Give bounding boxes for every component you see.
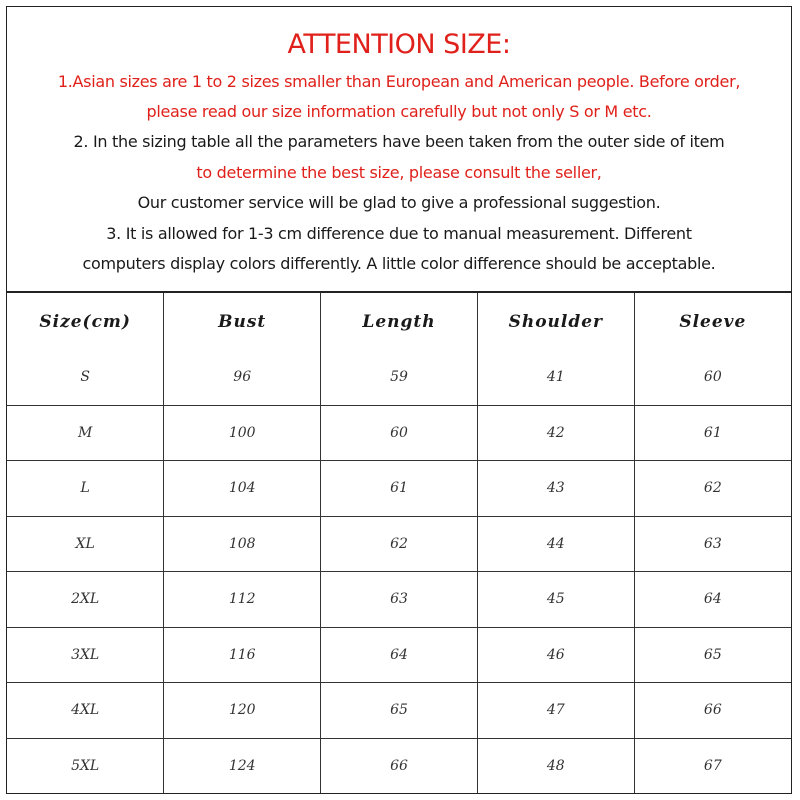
header-size: Size(cm) <box>7 293 164 350</box>
cell-shoulder: 42 <box>477 405 634 461</box>
header-shoulder: Shoulder <box>477 293 634 350</box>
cell-bust: 100 <box>164 405 321 461</box>
cell-shoulder: 45 <box>477 572 634 628</box>
cell-length: 65 <box>321 683 478 739</box>
cell-bust: 104 <box>164 461 321 517</box>
notice-line-2: please read our size information carefully but not only S or M etc. <box>146 102 652 121</box>
cell-shoulder: 44 <box>477 516 634 572</box>
cell-sleeve: 67 <box>634 738 791 793</box>
notice-line-3: 2. In the sizing table all the parameters have been taken from the outer side of item <box>73 132 725 151</box>
cell-sleeve: 65 <box>634 627 791 683</box>
notice-line-6: 3. It is allowed for 1-3 cm difference due to manual measurement. Different <box>106 224 692 243</box>
size-chart <box>6 6 792 794</box>
cell-bust: 108 <box>164 516 321 572</box>
cell-shoulder: 48 <box>477 738 634 793</box>
cell-bust: 120 <box>164 683 321 739</box>
notice-line-1: 1.Asian sizes are 1 to 2 sizes smaller than European and American people. Before order, <box>57 72 741 91</box>
cell-size: 4XL <box>7 683 164 739</box>
cell-sleeve: 64 <box>634 572 791 628</box>
cell-length: 61 <box>321 461 478 517</box>
attention-notice <box>7 7 791 293</box>
cell-bust: 112 <box>164 572 321 628</box>
notice-line-7: computers display colors differently. A little color difference should be acceptable. <box>82 254 716 273</box>
table-row <box>7 461 791 517</box>
table-header-row <box>7 293 791 350</box>
cell-bust: 96 <box>164 350 321 405</box>
cell-size: M <box>7 405 164 461</box>
cell-length: 64 <box>321 627 478 683</box>
notice-line-4: to determine the best size, please consult the seller, <box>196 163 602 182</box>
cell-shoulder: 46 <box>477 627 634 683</box>
notice-line-5: Our customer service will be glad to give a professional suggestion. <box>137 193 661 212</box>
cell-length: 62 <box>321 516 478 572</box>
cell-size: L <box>7 461 164 517</box>
cell-size: 3XL <box>7 627 164 683</box>
cell-bust: 124 <box>164 738 321 793</box>
cell-shoulder: 43 <box>477 461 634 517</box>
cell-length: 59 <box>321 350 478 405</box>
table-row <box>7 572 791 628</box>
cell-shoulder: 47 <box>477 683 634 739</box>
table-row <box>7 738 791 793</box>
cell-sleeve: 63 <box>634 516 791 572</box>
table-row <box>7 627 791 683</box>
header-length: Length <box>321 293 478 350</box>
table-row <box>7 350 791 405</box>
cell-sleeve: 66 <box>634 683 791 739</box>
cell-size: 2XL <box>7 572 164 628</box>
cell-sleeve: 60 <box>634 350 791 405</box>
cell-bust: 116 <box>164 627 321 683</box>
cell-size: S <box>7 350 164 405</box>
cell-length: 60 <box>321 405 478 461</box>
table-row <box>7 405 791 461</box>
cell-length: 63 <box>321 572 478 628</box>
table-row <box>7 516 791 572</box>
table-row <box>7 683 791 739</box>
cell-shoulder: 41 <box>477 350 634 405</box>
cell-sleeve: 61 <box>634 405 791 461</box>
notice-title: ATTENTION SIZE: <box>287 29 511 60</box>
size-table <box>7 293 791 793</box>
cell-length: 66 <box>321 738 478 793</box>
cell-size: 5XL <box>7 738 164 793</box>
header-sleeve: Sleeve <box>634 293 791 350</box>
cell-sleeve: 62 <box>634 461 791 517</box>
cell-size: XL <box>7 516 164 572</box>
header-bust: Bust <box>164 293 321 350</box>
